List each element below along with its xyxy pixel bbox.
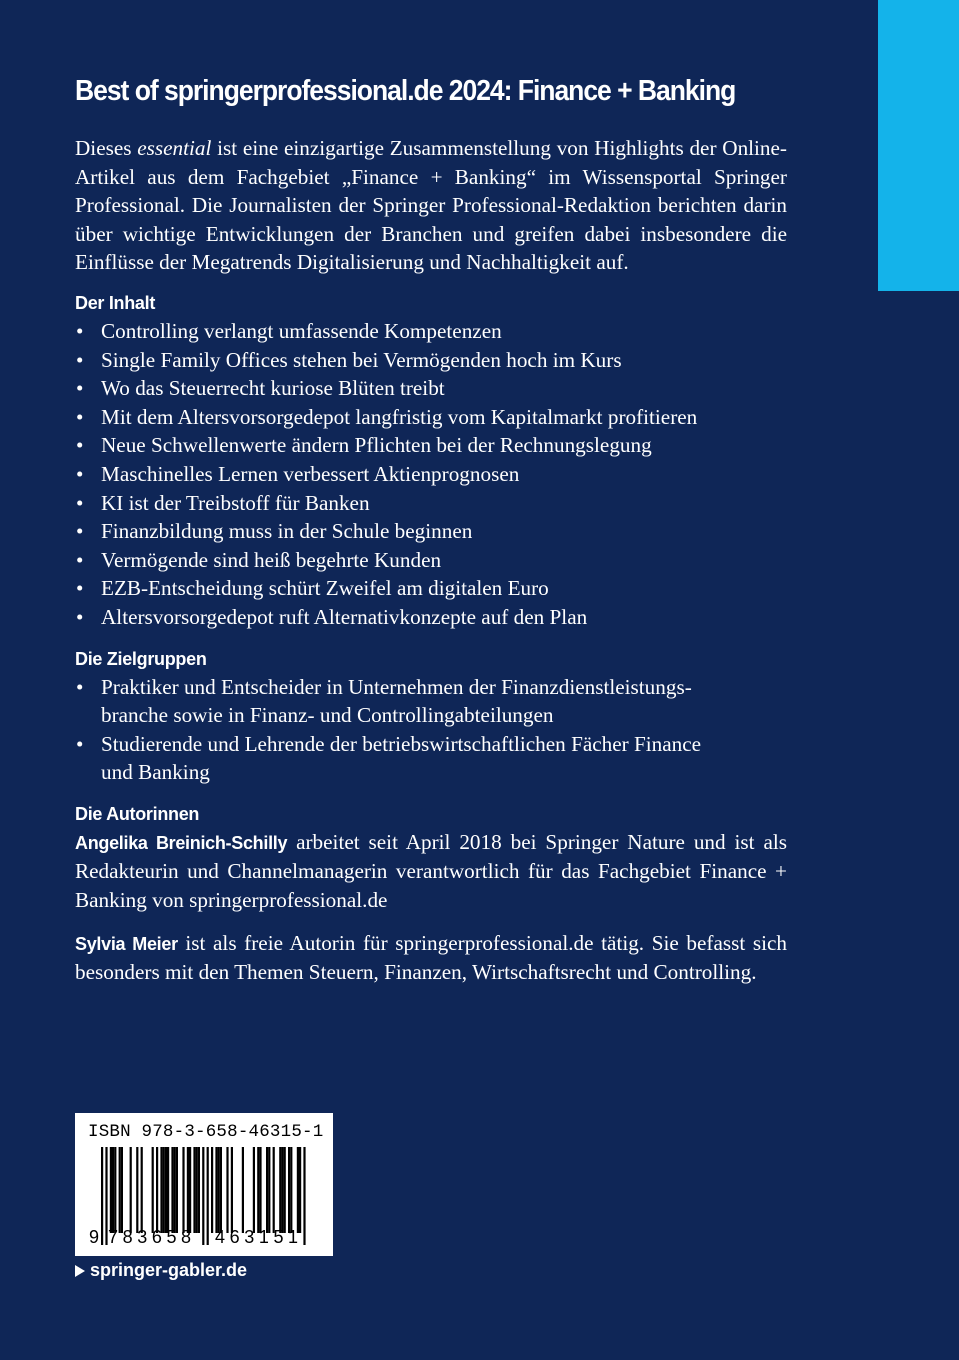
list-item: • Maschinelles Lernen verbessert Aktienprognosen — [76, 461, 520, 486]
list-item: • EZB-Entscheidung schürt Zweifel am digitalen Euro — [76, 576, 549, 601]
list-item: • Controlling verlangt umfassende Kompetenzen — [76, 318, 502, 343]
intro-text-end: ist eine einzigartige Zusammenstellung von Highlights der Online-Artikel aus dem Fachgebiet „Finance + Banking“ im Wissensportal Springer Professional. Die Journalisten der Springer Professional-Redaktion berichten darin über wichtige Entwicklungen der Branchen und greifen dabei insbesondere die Einflüsse der Megatrends Digitalisierung und Nachhaltigkeit auf. — [75, 136, 787, 275]
contents-heading: Der Inhalt — [75, 292, 156, 313]
barcode-bar — [167, 1147, 169, 1233]
publisher-link-text: springer-gabler.de — [90, 1260, 248, 1280]
author-bio — [75, 828, 787, 915]
barcode-first-digit: 9 — [89, 1227, 100, 1247]
barcode-bar — [202, 1147, 204, 1245]
barcode-bar — [220, 1147, 222, 1233]
barcode-right-digits: 463151 — [215, 1227, 303, 1247]
barcode-bar — [163, 1147, 165, 1233]
barcode-bar — [297, 1147, 299, 1233]
author-bio-text: ist als freie Autorin für springerprofessional.de tätig. Sie befasst sich besonders mit den Themen Steuern, Finanzen, Wirtschaftsrecht und Controlling. — [75, 930, 787, 985]
barcode-bar — [182, 1147, 184, 1233]
barcode-bar — [174, 1147, 176, 1233]
audience-heading: Die Zielgruppen — [75, 648, 207, 669]
barcode-bar — [196, 1147, 198, 1233]
barcode-bar — [114, 1147, 116, 1233]
list-item: • Wo das Steuerrecht kuriose Blüten treibt — [76, 376, 445, 401]
barcode-bar — [152, 1147, 154, 1233]
barcode-bar — [176, 1147, 178, 1233]
barcode-bar — [189, 1147, 191, 1233]
author-bio-text: arbeitet seit April 2018 bei Springer Nature und ist als Redakteurin und Channelmanagerin verantwortlich für das Fachgebiet Finance + Banking von springerprofessional.de — [75, 829, 787, 913]
barcode-bar — [284, 1147, 286, 1233]
barcode-bar — [101, 1147, 103, 1245]
barcode-bar — [299, 1147, 301, 1233]
barcode-bar — [259, 1147, 261, 1233]
list-item: • Altersvorsorgedepot ruft Alternativkonzepte auf den Plan — [76, 604, 588, 629]
barcode-bar — [231, 1147, 233, 1233]
intro-paragraph — [75, 134, 787, 277]
barcode-bar — [160, 1147, 162, 1233]
list-item: • Studierende und Lehrende der betriebswirtschaftlichen Fächer Finance und Banking — [76, 731, 702, 785]
barcode-bar — [253, 1147, 255, 1233]
barcode-bar — [130, 1147, 132, 1233]
barcode-bar — [187, 1147, 189, 1233]
barcode-bar — [288, 1147, 290, 1233]
barcode-bar — [171, 1147, 173, 1233]
play-arrow-icon — [75, 1265, 85, 1277]
author-name: Sylvia Meier — [75, 933, 178, 954]
author-bio — [75, 929, 787, 987]
barcode-bar — [211, 1147, 213, 1233]
publisher-link[interactable] — [75, 1260, 247, 1281]
intro-emphasis: essential — [137, 136, 212, 160]
list-item: • Mit dem Altersvorsorgedepot langfristig vom Kapitalmarkt profitieren — [76, 404, 698, 429]
barcode-bar — [257, 1147, 259, 1233]
barcode-left-digits: 783658 — [108, 1227, 196, 1247]
barcode-bar — [156, 1147, 158, 1233]
barcode-bar — [136, 1147, 138, 1233]
barcode-bar — [112, 1147, 114, 1233]
barcode-bar — [193, 1147, 195, 1233]
book-title: Best of springerprofessional.de 2024: Finance + Banking — [75, 75, 736, 107]
isbn-barcode — [75, 1113, 333, 1256]
barcode-bar — [165, 1147, 167, 1233]
barcode-bar — [141, 1147, 143, 1233]
barcode-bar — [290, 1147, 292, 1233]
audience-list — [75, 673, 787, 787]
barcode-bar — [110, 1147, 112, 1233]
barcode-bar — [207, 1147, 209, 1245]
barcode-bar — [268, 1147, 270, 1233]
barcode-bar — [226, 1147, 228, 1233]
contents-list — [75, 317, 787, 632]
author-name: Angelika Breinich-Schilly — [75, 832, 288, 853]
list-item: • KI ist der Treibstoff für Banken — [76, 490, 370, 515]
authors-heading: Die Autorinnen — [75, 803, 200, 824]
back-cover-text — [75, 70, 787, 987]
accent-bar — [878, 0, 959, 291]
barcode-bar — [121, 1147, 123, 1233]
barcode-bar — [273, 1147, 275, 1233]
list-item: • Finanzbildung muss in der Schule beginnen — [76, 519, 473, 544]
barcode-bar — [266, 1147, 268, 1233]
intro-text-start: Dieses — [75, 136, 138, 160]
list-item: • Vermögende sind heiß begehrte Kunden — [76, 547, 442, 572]
barcode-bar — [303, 1147, 305, 1245]
barcode-bar — [279, 1147, 281, 1233]
barcode-bar — [119, 1147, 121, 1233]
barcode-bar — [198, 1147, 200, 1233]
isbn-text: ISBN 978-3-658-46315-1 — [88, 1122, 324, 1142]
barcode-bar — [215, 1147, 217, 1233]
list-item: • Praktiker und Entscheider in Unternehmen der Finanzdienstleistungs- branche sowie in Finanz- und Controllingabteilungen — [76, 674, 692, 728]
barcode-bar — [218, 1147, 220, 1233]
barcode-bar — [242, 1147, 244, 1233]
list-item: • Single Family Offices stehen bei Vermögenden hoch im Kurs — [76, 347, 622, 372]
list-item: • Neue Schwellenwerte ändern Pflichten bei der Rechnungslegung — [76, 433, 652, 458]
barcode-bar — [281, 1147, 283, 1233]
